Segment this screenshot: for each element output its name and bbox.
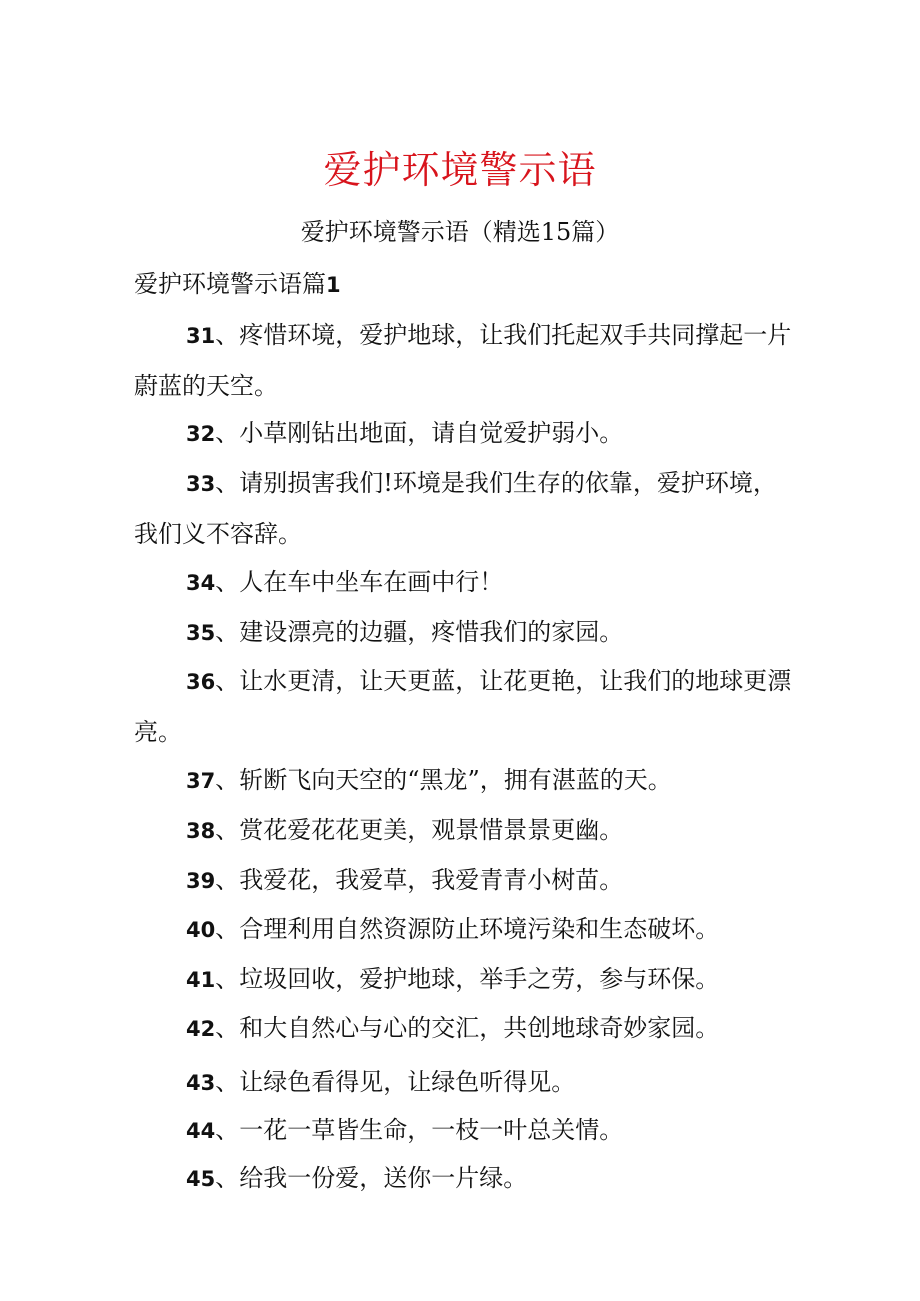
list-item [134,1003,794,1054]
item-separator: 、 [215,469,240,497]
list-item [134,310,794,411]
item-number: 40 [186,918,216,942]
item-number: 44 [186,1119,216,1143]
item-separator: 、 [215,915,240,943]
list-item [134,855,794,906]
item-separator: 、 [215,766,240,794]
item-separator: 、 [215,1068,240,1096]
list-item [134,805,794,856]
item-number: 39 [186,869,216,893]
item-text: 疼惜环境，爱护地球，让我们托起双手共同撑起一片蔚蓝的天空。 [134,321,792,400]
list-item [134,954,794,1005]
item-number: 45 [186,1167,216,1191]
list-item [134,557,794,608]
document-title: 爱护环境警示语 [323,148,597,192]
item-number: 35 [186,621,216,645]
item-number: 42 [186,1017,216,1041]
list-item [134,755,794,806]
list-item [134,607,794,658]
item-number: 41 [186,968,216,992]
item-text: 请别损害我们!环境是我们生存的依靠，爱护环境，我们义不容辞。 [134,469,777,548]
item-separator: 、 [215,1116,240,1144]
item-text: 一花一草皆生命，一枝一叶总关情。 [239,1116,624,1144]
item-number: 43 [186,1071,216,1095]
item-number: 37 [186,769,216,793]
list-item [134,904,794,955]
item-text: 人在车中坐车在画中行！ [239,568,504,596]
item-text: 小草刚钻出地面，请自觉爱护弱小。 [239,419,624,447]
item-text: 垃圾回收，爱护地球，举手之劳，参与环保。 [239,965,720,993]
item-separator: 、 [215,866,240,894]
list-item [134,1153,794,1204]
item-separator: 、 [215,321,240,349]
item-separator: 、 [215,965,240,993]
section-heading [134,264,341,305]
item-separator: 、 [215,1014,240,1042]
section-heading-number: 1 [326,273,341,297]
list-item [134,408,794,459]
item-text: 建设漂亮的边疆，疼惜我们的家园。 [239,618,624,646]
item-text: 让绿色看得见，让绿色听得见。 [239,1068,576,1096]
item-number: 34 [186,571,216,595]
item-text: 斩断飞向天空的“黑龙”，拥有湛蓝的天。 [239,766,672,794]
item-number: 36 [186,670,216,694]
list-item [134,656,794,757]
item-separator: 、 [215,618,240,646]
list-item [134,1057,794,1108]
item-number: 32 [186,422,216,446]
item-separator: 、 [215,816,240,844]
item-separator: 、 [215,568,240,596]
item-number: 38 [186,819,216,843]
list-item [134,458,794,559]
document-subtitle: 爱护环境警示语（精选15篇） [300,218,620,246]
item-text: 合理利用自然资源防止环境污染和生态破坏。 [239,915,720,943]
item-text: 我爱花，我爱草，我爱青青小树苗。 [239,866,624,894]
item-separator: 、 [215,1164,240,1192]
list-item [134,1105,794,1156]
item-text: 赏花爱花花更美，观景惜景景更幽。 [239,816,624,844]
section-heading-text: 爱护环境警示语篇 [134,270,326,298]
item-text: 让水更清，让天更蓝，让花更艳，让我们的地球更漂亮。 [134,667,792,746]
item-separator: 、 [215,419,240,447]
item-separator: 、 [215,667,240,695]
item-text: 和大自然心与心的交汇，共创地球奇妙家园。 [239,1014,720,1042]
item-number: 33 [186,472,216,496]
item-text: 给我一份爱，送你一片绿。 [239,1164,528,1192]
item-number: 31 [186,324,216,348]
